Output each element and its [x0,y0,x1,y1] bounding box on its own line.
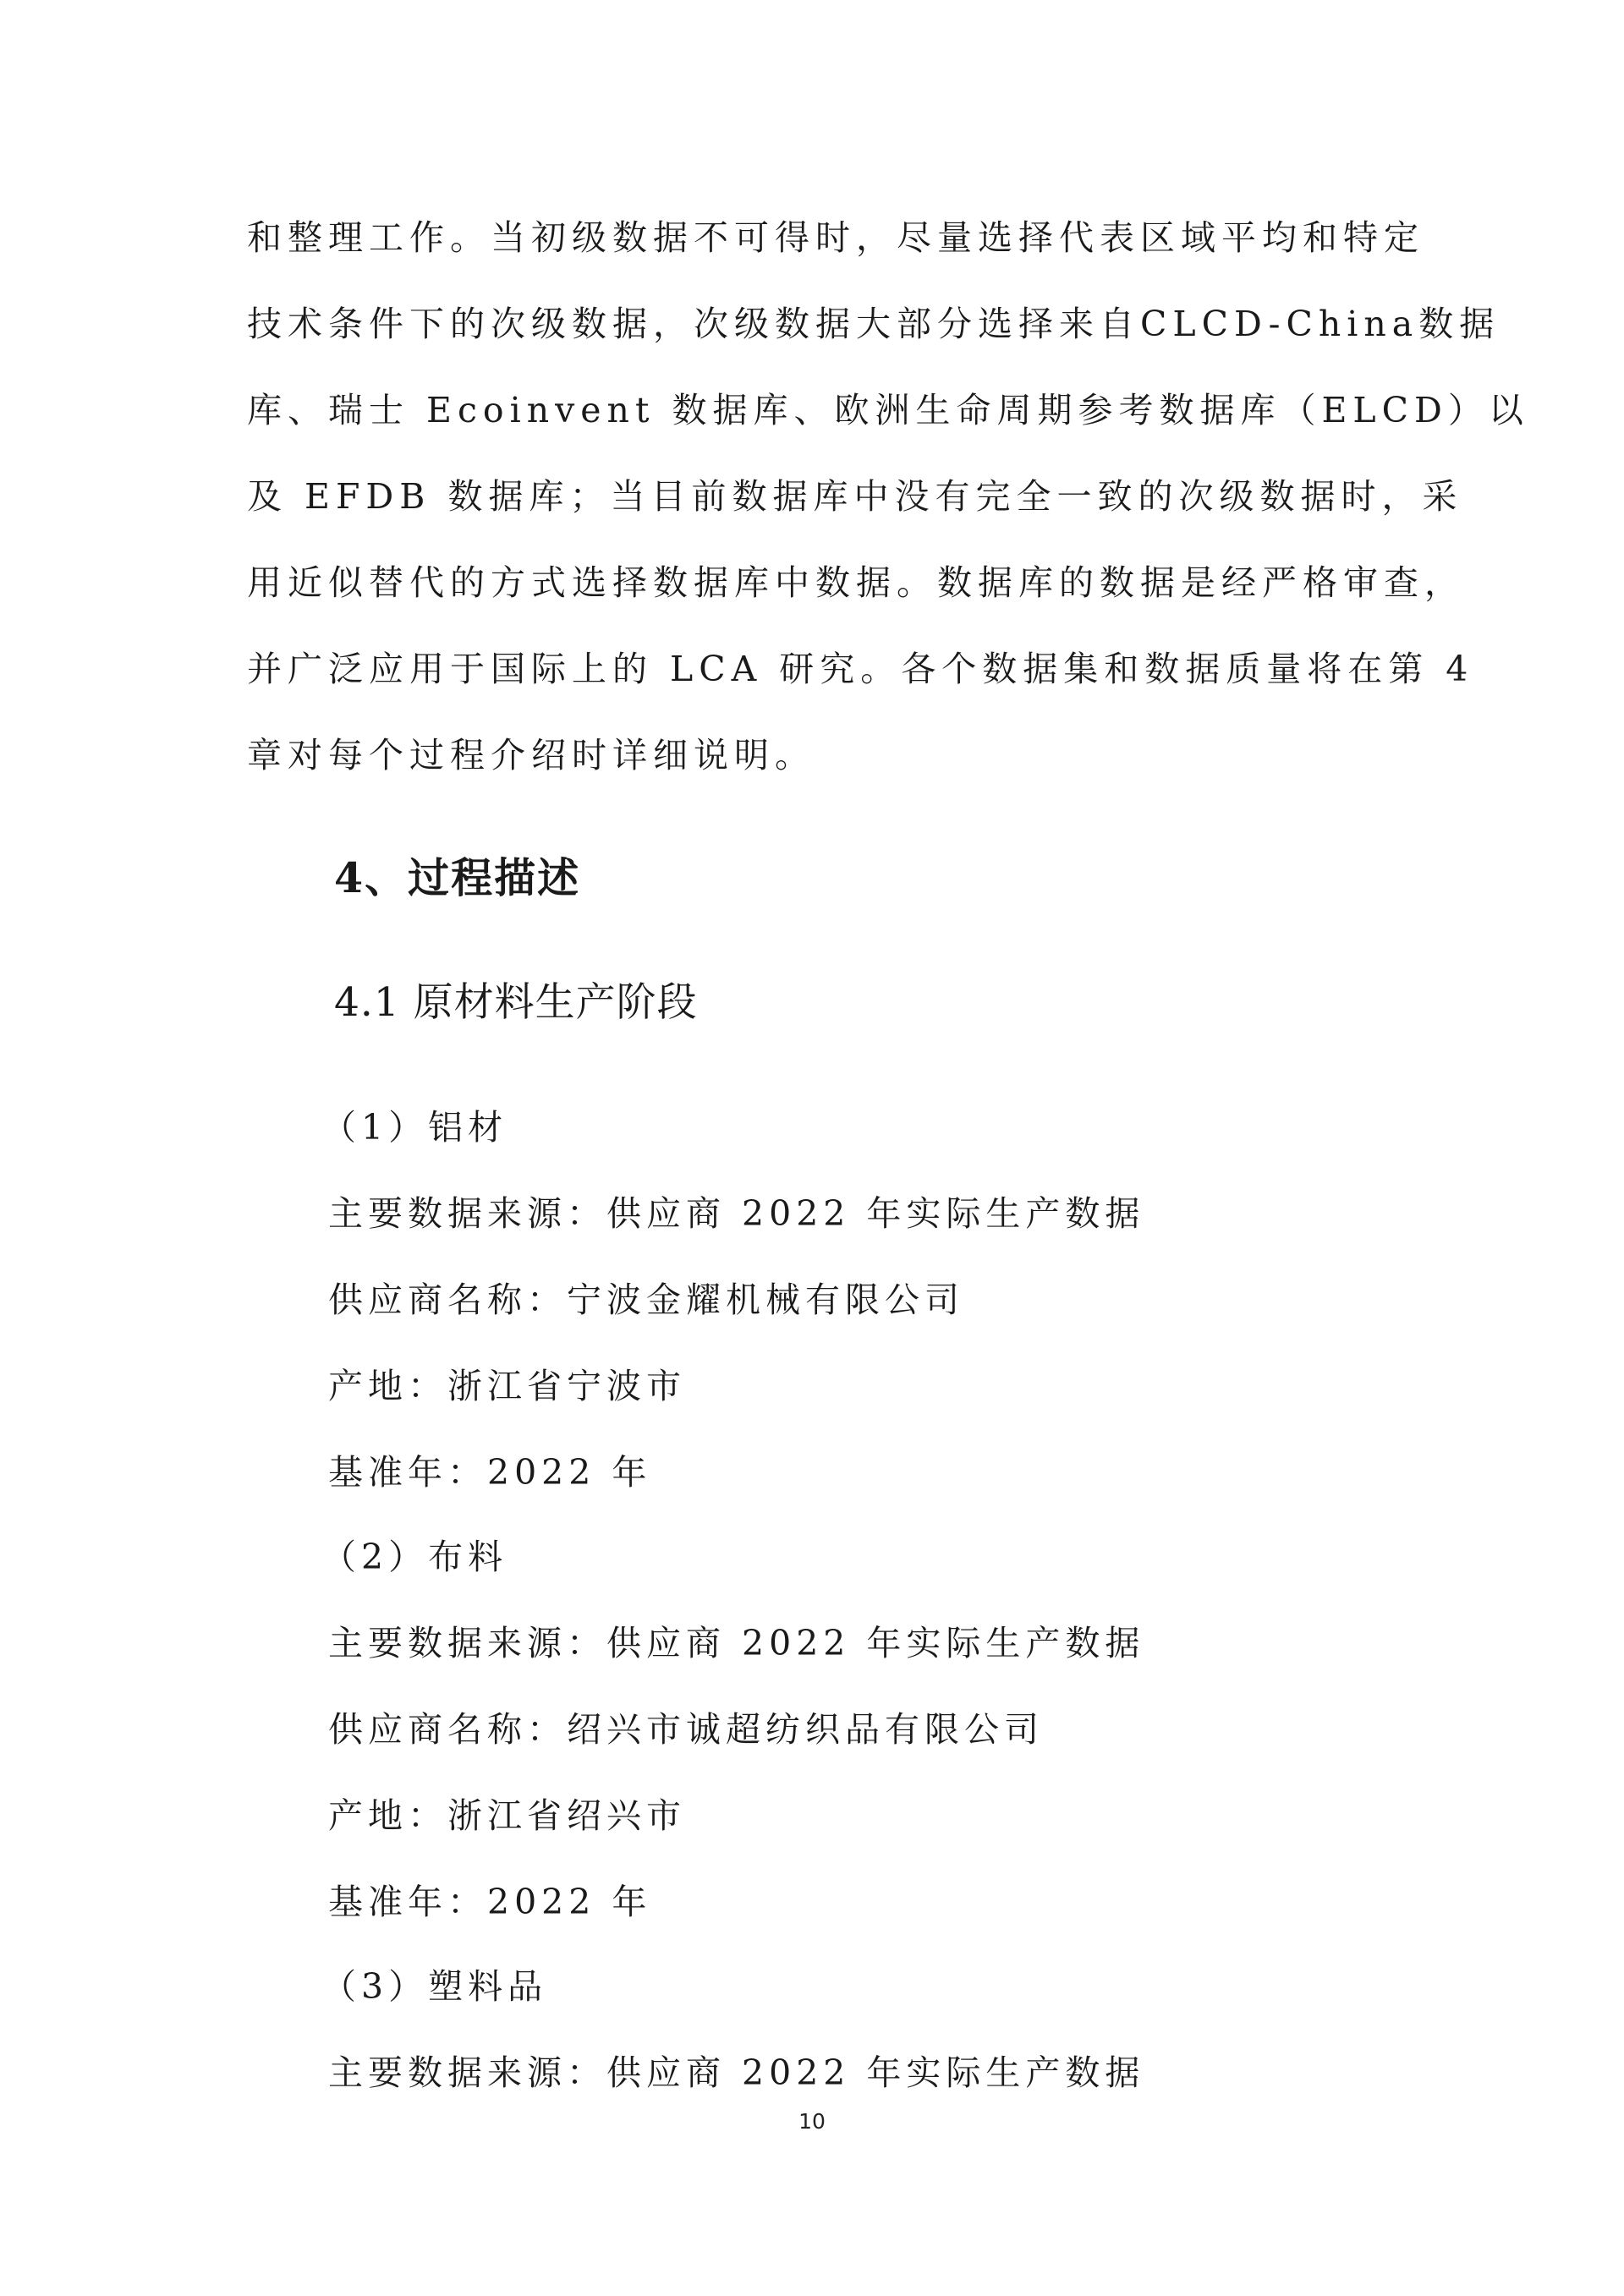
page-number: 10 [798,2109,826,2134]
paragraph-line: 及 EFDB 数据库；当目前数据库中没有完全一致的次级数据时，采 [247,476,1463,517]
material-title: （2）布料 [321,1537,508,1577]
data-source-line: 主要数据来源：供应商 2022 年实际生产数据 [328,1623,1145,1663]
material-title: （3）塑料品 [321,1966,548,2007]
base-year-line: 基准年：2022 年 [328,1452,652,1493]
origin-line: 产地：浙江省宁波市 [328,1366,686,1406]
paragraph-line: 技术条件下的次级数据，次级数据大部分选择来自CLCD-China数据 [247,304,1501,344]
data-source-line: 主要数据来源：供应商 2022 年实际生产数据 [328,1193,1145,1234]
subsection-heading: 4.1 原材料生产阶段 [334,979,698,1026]
paragraph-line: 库、瑞士 Ecoinvent 数据库、欧洲生命周期参考数据库（ELCD）以 [247,390,1529,430]
material-title: （1）铝材 [321,1107,508,1148]
supplier-line: 供应商名称：绍兴市诚超纺织品有限公司 [328,1709,1044,1750]
origin-line: 产地：浙江省绍兴市 [328,1795,686,1836]
paragraph-line: 用近似替代的方式选择数据库中数据。数据库的数据是经严格审查， [247,562,1465,603]
data-source-line: 主要数据来源：供应商 2022 年实际生产数据 [328,2052,1145,2093]
section-heading: 4、过程描述 [334,853,581,902]
paragraph-line: 并广泛应用于国际上的 LCA 研究。各个数据集和数据质量将在第 4 [247,649,1474,689]
supplier-line: 供应商名称：宁波金耀机械有限公司 [328,1280,964,1320]
paragraph-line: 和整理工作。当初级数据不可得时，尽量选择代表区域平均和特定 [247,217,1424,258]
base-year-line: 基准年：2022 年 [328,1882,652,1922]
paragraph-line: 章对每个过程介绍时详细说明。 [247,735,815,775]
